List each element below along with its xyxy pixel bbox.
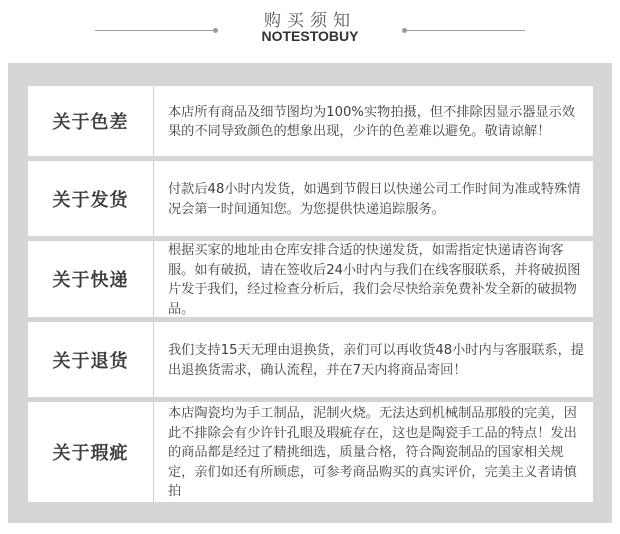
section-text: 我们支持15天无理由退换货，亲们可以再收货48小时内与客服联系，提出退换货需求，确认流程，并在7天内将商品寄回！ [168, 343, 584, 378]
section-label: 关于快递 [28, 241, 154, 317]
section-text: 本店所有商品及细节图均为100%实物拍摄，但不排除因显示器显示效果的不同导致颜色的想象出现，少许的色差难以避免。敬请谅解！ [168, 104, 575, 139]
section-text: 根据买家的地址由仓库安排合适的快递发货，如需指定快递请咨询客服。如有破损，请在签收后24小时内与我们在线客服联系，并将破损图片发于我们，经过检查分析后，我们会尽快给亲免费补发全新的破损物品。 [168, 243, 581, 317]
section-label: 关于瑕疵 [28, 402, 154, 502]
section-label: 关于色差 [28, 86, 154, 156]
notice-header [0, 0, 620, 60]
notice-subtitle: NOTESTOBUY [261, 28, 359, 44]
section-text: 付款后48小时内发货，如遇到节假日以快递公司工作时间为准或特殊情况会第一时间通知您。为您提供快递追踪服务。 [168, 182, 581, 217]
section-label: 关于发货 [28, 161, 154, 236]
section-label: 关于退货 [28, 322, 154, 397]
section-shipping [28, 160, 593, 236]
section-color-difference [28, 85, 593, 156]
section-text: 本店陶瓷均为手工制品，泥制火烧。无法达到机械制品那般的完美，因此不排除会有少许针孔眼及瑕疵存在，这也是陶瓷手工品的特点！发出的商品都是经过了精挑细选，质量合格，符合陶瓷制品的国家相关规定，亲们如还有所顾虑，可参考商品购买的真实评价，完美主义者请慎拍 [168, 406, 577, 500]
notice-title: 购买须知 [264, 11, 356, 31]
notice-panel [8, 63, 612, 523]
section-courier [28, 240, 593, 317]
section-returns [28, 321, 593, 397]
section-flaws [28, 401, 593, 502]
